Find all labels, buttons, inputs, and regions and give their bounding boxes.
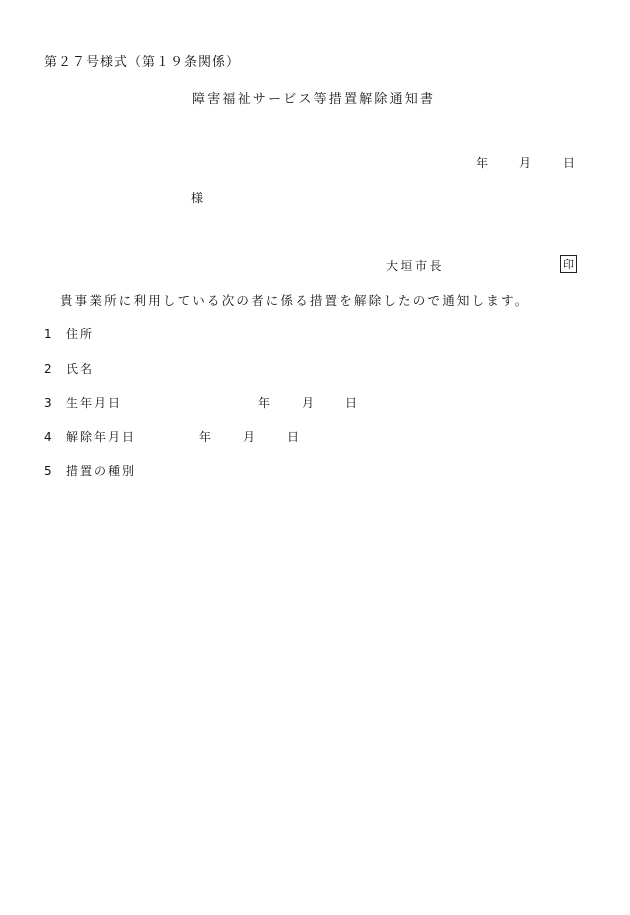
item-label: 氏名 [66,362,95,376]
list-item-release-date [44,428,136,445]
issue-date-month: 月 [519,156,532,170]
item-label: 措置の種別 [66,464,137,478]
list-item-birth-date [44,394,122,411]
item-number: 5 [44,464,52,478]
item-number: 2 [44,362,52,376]
document-title: 障害福祉サービス等措置解除通知書 [192,92,436,107]
item-label: 住所 [66,327,95,341]
item-number: 4 [44,430,52,444]
item-label: 解除年月日 [66,430,137,444]
seal-mark: 印 [560,255,577,273]
issue-date-year: 年 [476,156,489,170]
addressee-suffix: 様 [191,191,204,205]
release-date-month: 月 [243,430,256,444]
birth-date-year: 年 [258,396,271,410]
release-date-year: 年 [199,430,212,444]
list-item-measure-type [44,462,136,479]
release-date-day: 日 [287,430,300,444]
item-number: 1 [44,327,52,341]
item-number: 3 [44,396,52,410]
item-label: 生年月日 [66,396,123,410]
form-number: 第２７号様式（第１９条関係） [44,55,241,70]
notification-body: 貴事業所に利用している次の者に係る措置を解除したので通知します。 [60,293,530,308]
birth-date-day: 日 [345,396,358,410]
issue-date-day: 日 [563,156,576,170]
list-item-address [44,325,94,342]
issuer-name: 大垣市長 [386,259,445,273]
birth-date-month: 月 [302,396,315,410]
list-item-name [44,360,94,377]
